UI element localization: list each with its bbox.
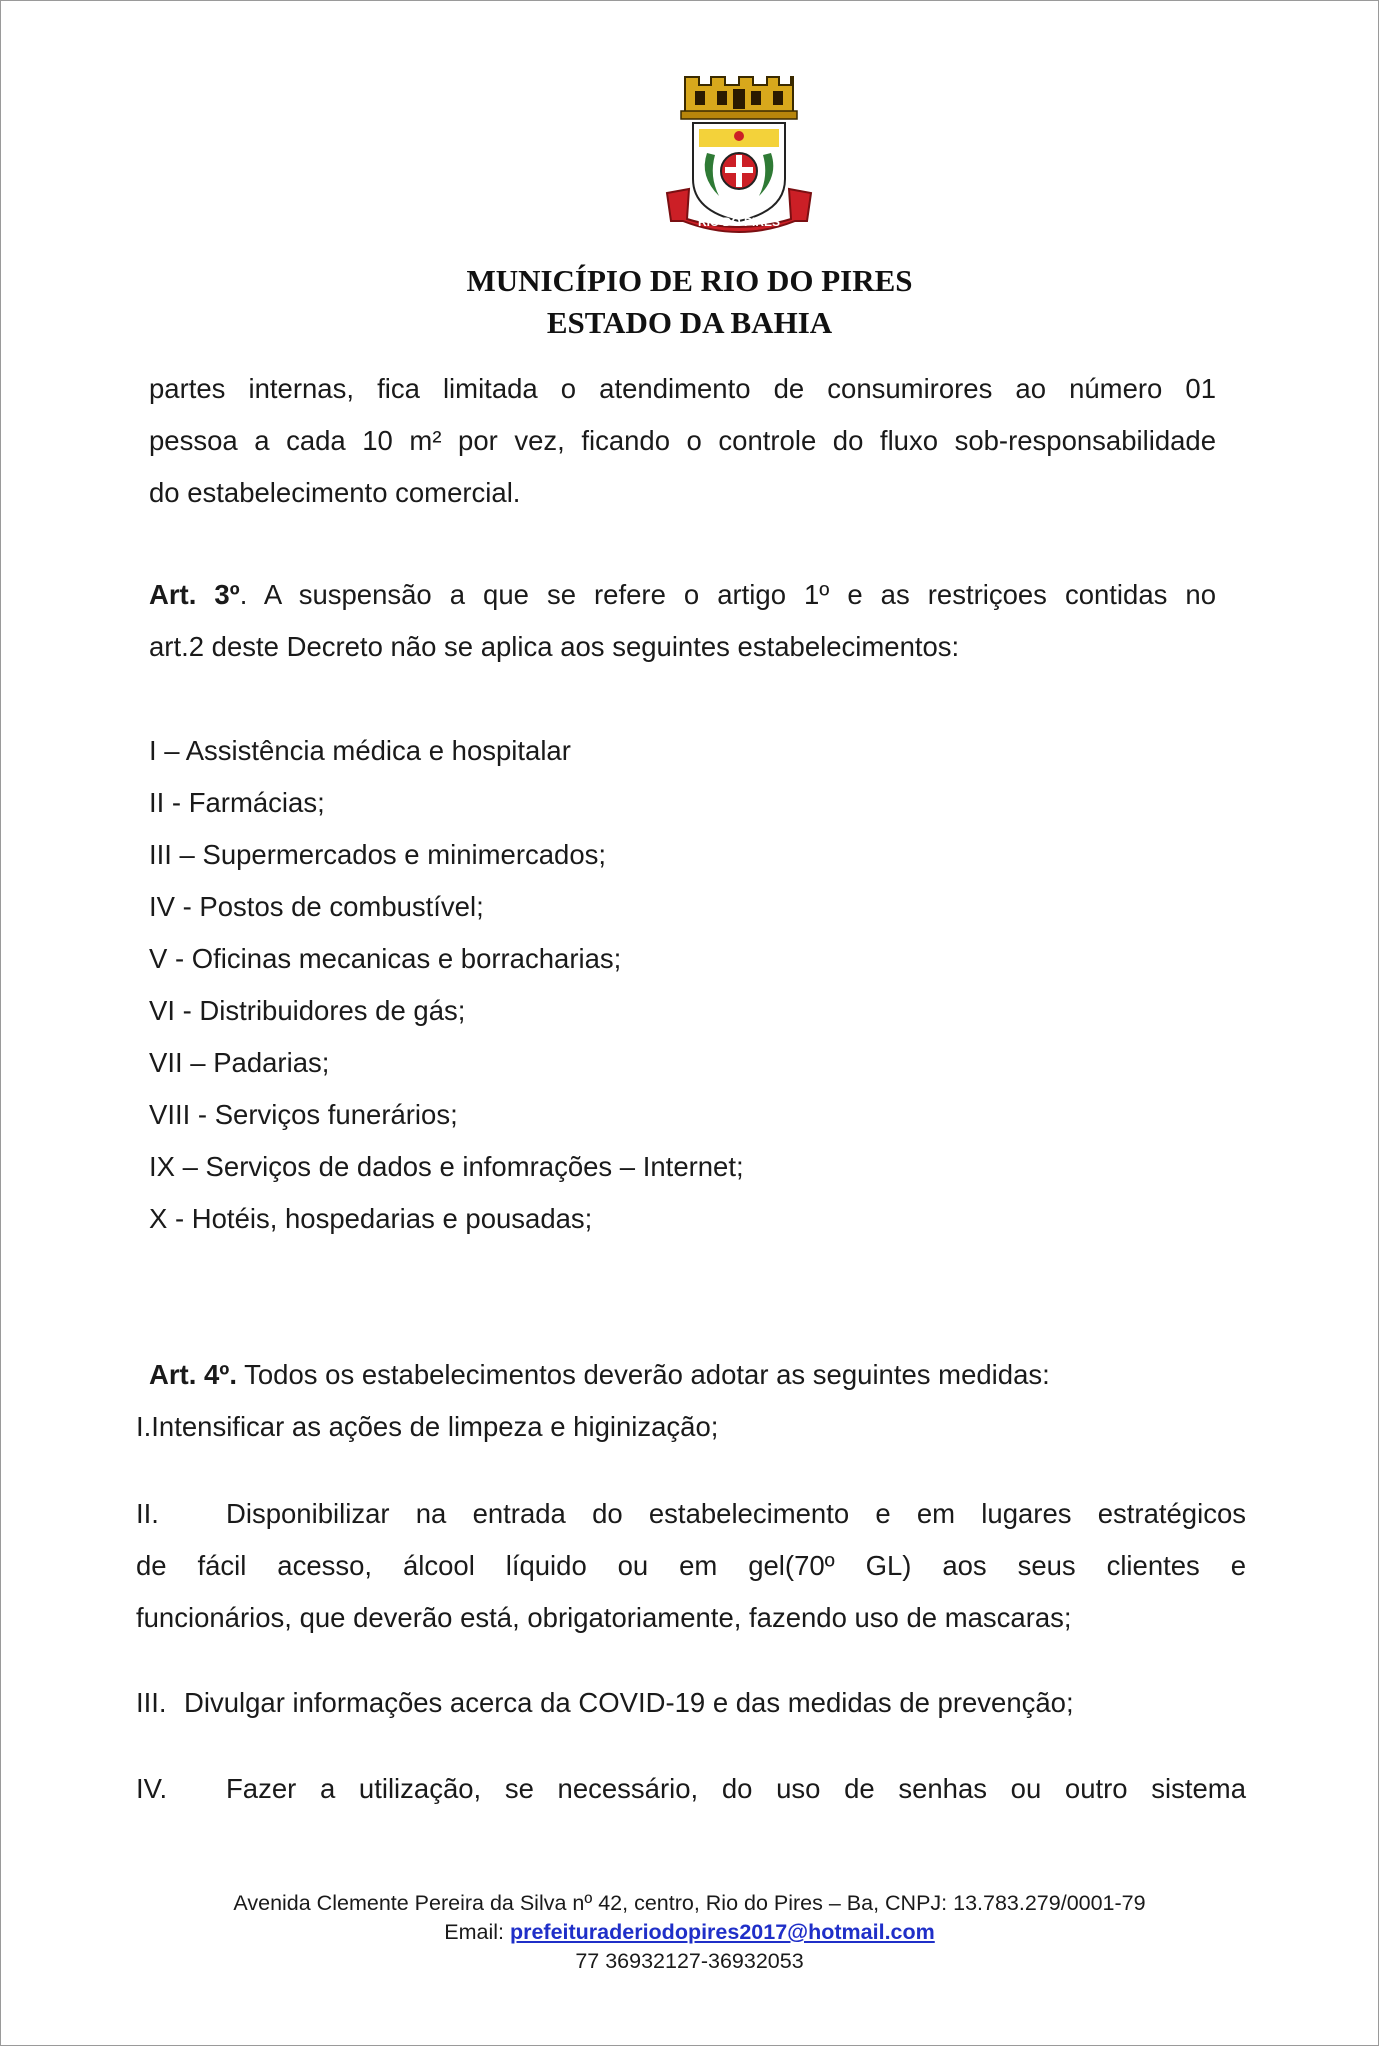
footer-address: Avenida Clemente Pereira da Silva nº 42, centro, Rio do Pires – Ba, CNPJ: 13.783.279/0001-79 [233,1891,1146,1915]
paragraph-line: do estabelecimento comercial. [149,477,521,508]
municipality-title: MUNICÍPIO DE RIO DO PIRES [466,263,913,298]
paragraph-line: pessoa a cada 10 m² por vez, ficando o controle do fluxo sob-responsabilidade [149,425,1216,456]
measure-item: I.Intensificar as ações de limpeza e higinização; [136,1411,719,1442]
list-item: I – Assistência médica e hospitalar [149,735,571,766]
list-item: IV - Postos de combustível; [149,891,484,922]
list-item: X - Hotéis, hospedarias e pousadas; [149,1203,593,1234]
footer-phones: 77 36932127-36932053 [575,1949,804,1973]
article-4-line: Art. 4º. Todos os estabelecimentos deverão adotar as seguintes medidas: [149,1359,1050,1390]
article-3-label: Art. 3º [149,579,240,610]
footer-email-line: Email: prefeituraderiodopires2017@hotmail.com [444,1920,935,1944]
list-item: III – Supermercados e minimercados; [149,839,606,870]
article-3-line: Art. 3º. A suspensão a que se refere o artigo 1º e as restriçoes contidas no [149,579,1216,610]
crest-banner-text: RIO DO PIRES [697,215,781,229]
measure-item: IV. Fazer a utilização, se necessário, do uso de senhas ou outro sistema [136,1773,1246,1804]
list-item: V - Oficinas mecanicas e borracharias; [149,943,622,974]
list-item: VI - Distribuidores de gás; [149,995,466,1026]
list-item: II - Farmácias; [149,787,325,818]
article-3-line: art.2 deste Decreto não se aplica aos seguintes estabelecimentos: [149,631,960,662]
paragraph-line: partes internas, fica limitada o atendimento de consumirores ao número 01 [149,373,1216,404]
article-4-label: Art. 4º. [149,1359,237,1390]
measure-item-line: de fácil acesso, álcool líquido ou em gel(70º GL) aos seus clientes e [136,1550,1246,1581]
measure-item: III. Divulgar informações acerca da COVID-19 e das medidas de prevenção; [136,1687,1074,1718]
email-link[interactable]: prefeituraderiodopires2017@hotmail.com [509,1920,935,1944]
measure-item-line: funcionários, que deverão está, obrigatoriamente, fazendo uso de mascaras; [136,1602,1072,1633]
measure-item: II. Disponibilizar na entrada do estabelecimento e em lugares estratégicos [136,1498,1246,1529]
list-item: VIII - Serviços funerários; [149,1099,458,1130]
state-title: ESTADO DA BAHIA [546,305,833,340]
list-item: VII – Padarias; [149,1047,330,1078]
list-item: IX – Serviços de dados e infomrações – Internet; [149,1151,744,1182]
municipal-crest [659,71,819,243]
